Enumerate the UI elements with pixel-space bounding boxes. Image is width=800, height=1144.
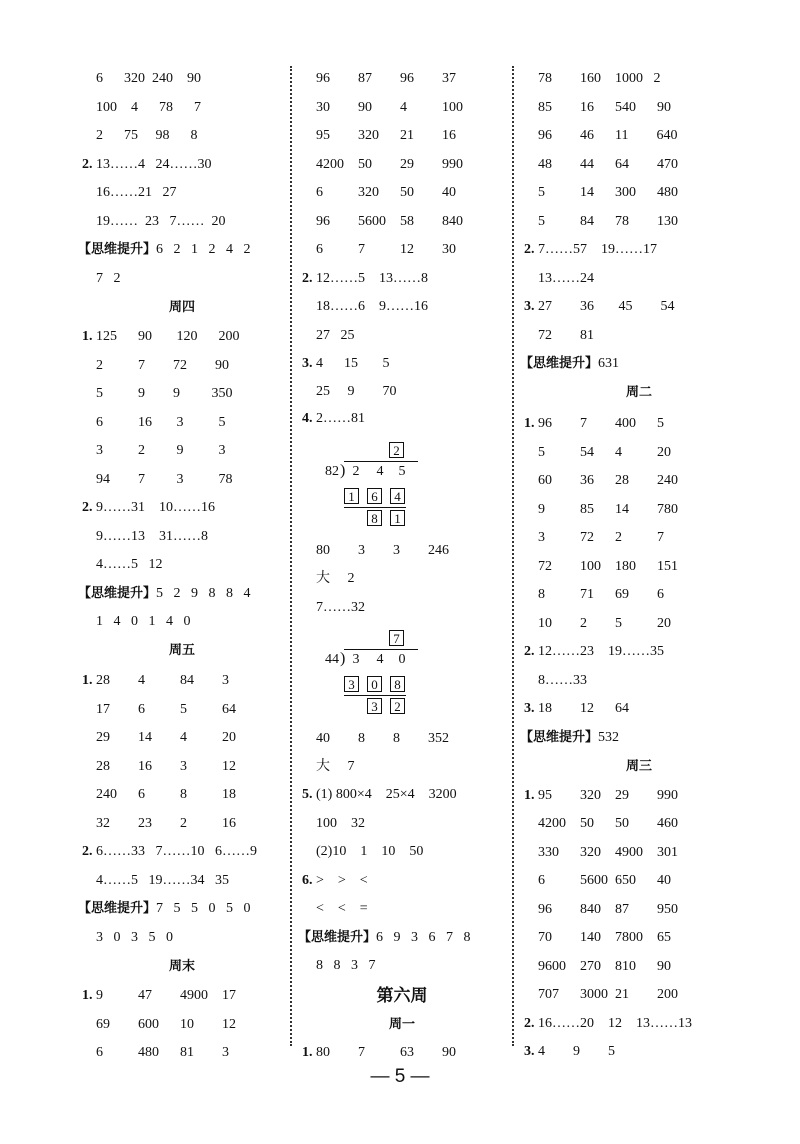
answer-line: 96 87 96 37 <box>316 71 456 86</box>
answer-line: 7……32 <box>316 600 365 615</box>
day-heading: 周一 <box>388 1017 415 1032</box>
answer-line: 9……13 31……8 <box>96 529 208 544</box>
answer-line: 4200 50 29 990 <box>316 157 463 172</box>
long-division-1 <box>302 440 442 532</box>
answer-line: 72 81 <box>538 328 594 343</box>
answer-line: 4……5 12 <box>96 557 163 572</box>
product-box: 6 <box>367 488 382 504</box>
answer-line: 2. 16……20 12 13……13 <box>524 1016 692 1031</box>
dividend-digit: 3 <box>352 652 360 667</box>
answer-line: 3. 27 36 45 54 <box>524 299 675 314</box>
dividend-digit: 0 <box>398 652 406 667</box>
day-heading: 周二 <box>625 385 652 400</box>
remainder-box: 3 <box>367 698 382 714</box>
answer-line: 30 90 4 100 <box>316 100 463 115</box>
answer-line: 10 2 5 20 <box>538 616 671 631</box>
answer-line: 1. 28 4 84 3 <box>82 673 229 688</box>
answer-line: 1. 96 7 400 5 <box>524 416 664 431</box>
answer-line: 60 36 28 240 <box>538 473 678 488</box>
product-box: 8 <box>390 676 405 692</box>
answer-line: (2)10 1 10 50 <box>316 844 424 859</box>
product-box: 1 <box>344 488 359 504</box>
answer-line: 6. > > < <box>302 873 368 888</box>
answer-line: 5 14 300 480 <box>538 185 678 200</box>
dividend-digit: 4 <box>376 464 384 479</box>
answer-line: < < = <box>316 901 368 916</box>
answer-line: 70 140 7800 65 <box>538 930 671 945</box>
dividend-digit: 4 <box>376 652 384 667</box>
answer-line: 4. 2……81 <box>302 411 365 426</box>
column-divider-left <box>290 66 292 1046</box>
division-bracket: ) <box>340 650 346 667</box>
divisor: 82 <box>325 464 339 479</box>
answer-line: 大 2 <box>316 571 355 586</box>
thinking-line: 【思维提升】631 <box>520 356 620 371</box>
answer-line: 3 2 9 3 <box>96 443 226 458</box>
answer-line: 8……33 <box>538 673 587 688</box>
question-number: 2. <box>82 157 93 172</box>
answer-line: 16……21 27 <box>96 185 177 200</box>
thinking-line: 【思维提升】7 5 5 0 5 0 <box>78 901 251 916</box>
answer-line: 96 840 87 950 <box>538 902 678 917</box>
answer-line: 94 7 3 78 <box>96 472 233 487</box>
answer-line: 4200 50 50 460 <box>538 816 678 831</box>
answer-line: 4……5 19……34 35 <box>96 873 229 888</box>
answer-line: 7 2 <box>96 271 121 286</box>
day-heading: 周三 <box>625 759 652 774</box>
remainder-box: 2 <box>390 698 405 714</box>
answer-line: 3 0 3 5 0 <box>96 930 173 945</box>
answer-line: 240 6 8 18 <box>96 787 236 802</box>
answer-line: 6 5600 650 40 <box>538 873 671 888</box>
answer-line: 48 44 64 470 <box>538 157 678 172</box>
long-division-2 <box>302 628 442 720</box>
subtract-bar <box>344 507 406 508</box>
product-box: 4 <box>390 488 405 504</box>
answer-line: 5 54 4 20 <box>538 445 671 460</box>
product-box: 0 <box>367 676 382 692</box>
answer-line: 85 16 540 90 <box>538 100 671 115</box>
answer-line: 6 16 3 5 <box>96 415 226 430</box>
answer-line: 330 320 4900 301 <box>538 845 678 860</box>
answer-line: 100 32 <box>316 816 365 831</box>
answer-line: 9 85 14 780 <box>538 502 678 517</box>
answer-line: 27 25 <box>316 328 355 343</box>
answer-line: 3 72 2 7 <box>538 530 664 545</box>
answer-line: 40 8 8 352 <box>316 731 449 746</box>
answer-line: 69 600 10 12 <box>96 1017 236 1032</box>
answer-line: 707 3000 21 200 <box>538 987 678 1002</box>
answer-line: 9600 270 810 90 <box>538 959 671 974</box>
thinking-line: 【思维提升】532 <box>520 730 620 745</box>
day-heading: 周五 <box>168 643 195 658</box>
answer-line: 95 320 21 16 <box>316 128 456 143</box>
answer-line: 96 5600 58 840 <box>316 214 463 229</box>
answer-line: 2. 13……4 24……30 <box>82 157 212 172</box>
answer-line: 78 160 1000 2 <box>538 71 661 86</box>
answer-line: 1 4 0 1 4 0 <box>96 614 191 629</box>
answer-line: 6 320 240 90 <box>96 71 201 86</box>
subtract-bar <box>344 695 406 696</box>
answer-line: 100 4 78 7 <box>96 100 201 115</box>
answer-line: 29 14 4 20 <box>96 730 236 745</box>
answer-line: 32 23 2 16 <box>96 816 236 831</box>
remainder-box: 8 <box>367 510 382 526</box>
day-heading: 周四 <box>168 300 195 315</box>
remainder-box: 1 <box>390 510 405 526</box>
answer-line: 1. 9 47 4900 17 <box>82 988 236 1003</box>
division-bar <box>344 461 418 462</box>
thinking-line: 【思维提升】6 2 1 2 4 2 <box>78 242 251 257</box>
answer-line: 2. 12……23 19……35 <box>524 644 664 659</box>
answer-line: 6 480 81 3 <box>96 1045 229 1060</box>
page-number: — 5 — <box>370 1066 430 1087</box>
answer-line: 5 9 9 350 <box>96 386 233 401</box>
answer-line: 大 7 <box>316 759 355 774</box>
answer-line: 6 7 12 30 <box>316 242 456 257</box>
answer-line: 3. 18 12 64 <box>524 701 629 716</box>
division-bar <box>344 649 418 650</box>
answer-line: 2 75 98 8 <box>96 128 198 143</box>
answer-line: 80 3 3 246 <box>316 543 449 558</box>
answer-line: 17 6 5 64 <box>96 702 236 717</box>
answer-line: 1. 80 7 63 90 <box>302 1045 456 1060</box>
answer-line: 72 100 180 151 <box>538 559 678 574</box>
product-box: 3 <box>344 676 359 692</box>
answer-line: 2. 12……5 13……8 <box>302 271 428 286</box>
quotient-box: 7 <box>389 630 404 646</box>
answer-line: 3. 4 9 5 <box>524 1044 615 1059</box>
answer-line: 5 84 78 130 <box>538 214 678 229</box>
thinking-line: 【思维提升】5 2 9 8 8 4 <box>78 586 251 601</box>
answer-line: 96 46 11 640 <box>538 128 678 143</box>
quotient-box: 2 <box>389 442 404 458</box>
answer-line: 1. 125 90 120 200 <box>82 329 240 344</box>
answer-line: 8 71 69 6 <box>538 587 664 602</box>
answer-line: 1. 95 320 29 990 <box>524 788 678 803</box>
answer-line: 6 320 50 40 <box>316 185 456 200</box>
thinking-label: 【思维提升】 <box>78 242 157 257</box>
dividend-digit: 2 <box>352 464 360 479</box>
answer-line: 13……24 <box>538 271 594 286</box>
answer-line: 2. 7……57 19……17 <box>524 242 657 257</box>
answer-line: 2. 9……31 10……16 <box>82 500 215 515</box>
answer-line: 18……6 9……16 <box>316 299 428 314</box>
answer-line: 19…… 23 7…… 20 <box>96 214 226 229</box>
week-heading: 第六周 <box>376 986 428 1006</box>
divisor: 44 <box>325 652 339 667</box>
dividend-digit: 5 <box>398 464 406 479</box>
answer-line: 2 7 72 90 <box>96 358 229 373</box>
answer-line: 25 9 70 <box>316 384 397 399</box>
day-heading: 周末 <box>168 959 195 974</box>
division-bracket: ) <box>340 462 346 479</box>
column-divider-right <box>512 66 514 1046</box>
answer-line: 2. 6……33 7……10 6……9 <box>82 844 257 859</box>
answer-line: 8 8 3 7 <box>316 958 376 973</box>
answer-line: 28 16 3 12 <box>96 759 236 774</box>
answer-line: 3. 4 15 5 <box>302 356 390 371</box>
thinking-line: 【思维提升】6 9 3 6 7 8 <box>298 930 471 945</box>
answer-line: 5. (1) 800×4 25×4 3200 <box>302 787 457 802</box>
